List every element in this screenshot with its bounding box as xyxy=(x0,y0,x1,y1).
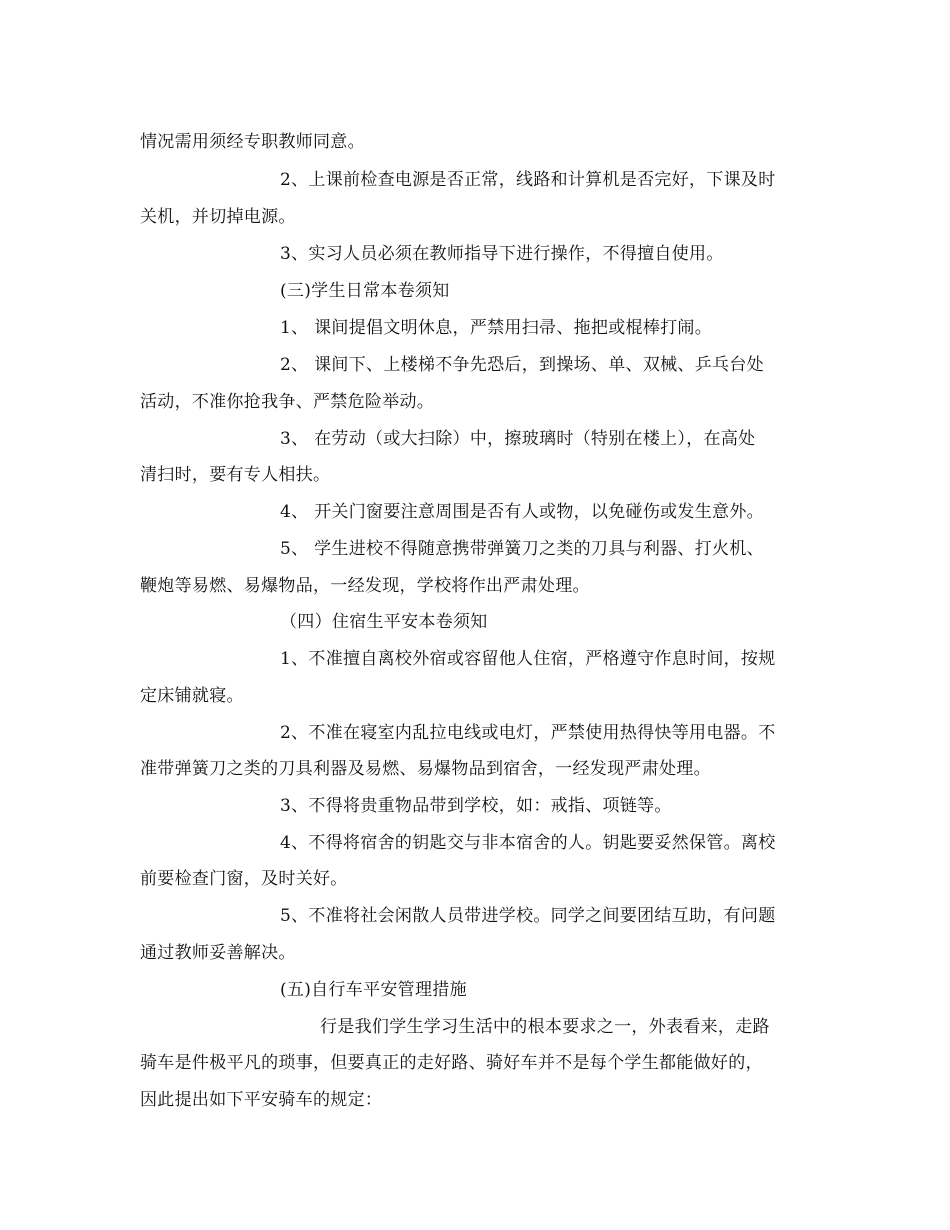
text-line: 3、 在劳动（或大扫除）中，擦玻璃时（特别在楼上），在高处 xyxy=(280,429,756,449)
text-line: 4、不得将宿舍的钥匙交与非本宿舍的人。钥匙要妥然保管。离校 xyxy=(280,833,776,853)
text-line: 2、 课间下、上楼梯不争先恐后，到操场、单、双械、乒乓台处 xyxy=(280,355,764,375)
text-line: 4、 开关门窗要注意周围是否有人或物，以免碰伤或发生意外。 xyxy=(280,502,764,522)
text-line: 3、实习人员必须在教师指导下进行操作，不得擅自使用。 xyxy=(280,244,724,264)
text-line: 定床铺就寝。 xyxy=(140,686,244,706)
text-line: 2、上课前检查电源是否正常，线路和计算机是否完好，下课及时 xyxy=(280,170,776,190)
text-line: 准带弹簧刀之类的刀具利器及易燃、易爆物品到宿舍，一经发现严肃处理。 xyxy=(140,759,711,779)
text-line: 鞭炮等易燃、易爆物品，一经发现，学校将作出严肃处理。 xyxy=(140,576,590,596)
text-line: 3、不得将贵重物品带到学校，如：戒指、项链等。 xyxy=(280,796,672,816)
text-line: 清扫时，要有专人相扶。 xyxy=(140,465,331,485)
text-line: 关机，并切掉电源。 xyxy=(140,207,296,227)
text-line: 活动，不准你抢我争、严禁危险举动。 xyxy=(140,392,435,412)
section-heading: （四）住宿生平安本卷须知 xyxy=(280,612,488,632)
text-line: 1、 课间提倡文明休息，严禁用扫帚、拖把或棍棒打闹。 xyxy=(280,318,713,338)
text-line: 前要检查门窗，及时关好。 xyxy=(140,869,348,889)
text-line: 1、不准擅自离校外宿或容留他人住宿，严格遵守作息时间，按规 xyxy=(280,649,776,669)
text-line: 5、 学生进校不得随意携带弹簧刀之类的刀具与利器、打火机、 xyxy=(280,539,764,559)
section-heading: (三)学生日常本卷须知 xyxy=(280,281,450,301)
text-line: 行是我们学生学习生活中的根本要求之一，外表看来，走路 xyxy=(320,1017,770,1037)
text-line: 通过教师妥善解决。 xyxy=(140,943,296,963)
text-line: 2、不准在寝室内乱拉电线或电灯，严禁使用热得快等用电器。不 xyxy=(280,723,776,743)
text-line: 骑车是件极平凡的琐事，但要真正的走好路、骑好车并不是每个学生都能做好的， xyxy=(140,1053,763,1073)
text-line: 情况需用须经专职教师同意。 xyxy=(140,132,365,152)
section-heading: (五)自行车平安管理措施 xyxy=(280,980,467,1000)
text-line: 5、不准将社会闲散人员带进学校。同学之间要团结互助，有问题 xyxy=(280,906,776,926)
text-line: 因此提出如下平安骑车的规定： xyxy=(140,1090,383,1110)
